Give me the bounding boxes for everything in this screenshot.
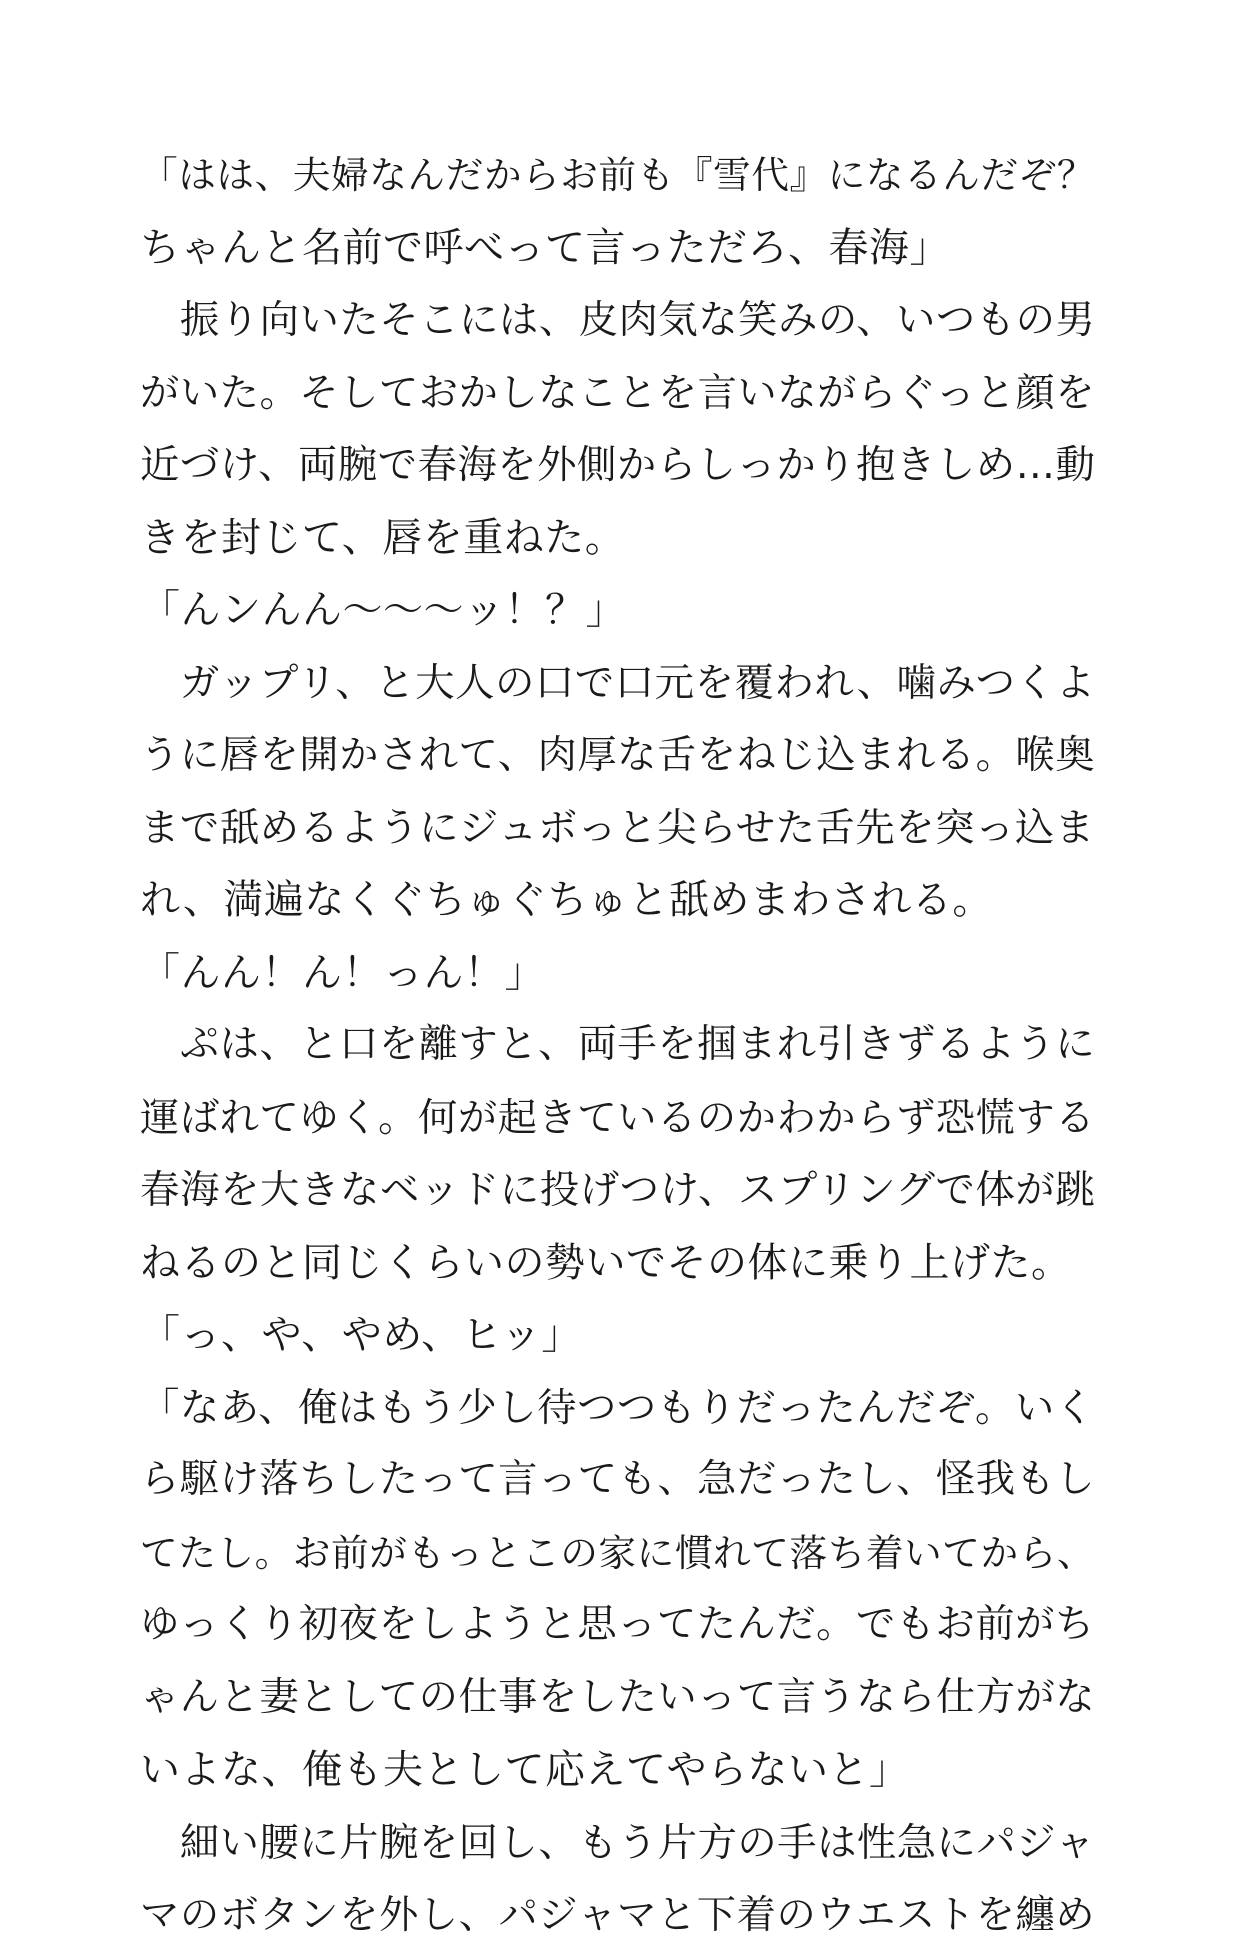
text-line: 「んンんん〜〜〜ッ！？」 xyxy=(140,587,626,633)
text-line: 運ばれてゆく。何が起きているのかわからず恐慌する xyxy=(140,1094,1096,1141)
text-line: 「んん！ん！っん！」 xyxy=(140,949,545,996)
text-line: きを封じて、唇を重ねた。 xyxy=(140,514,626,561)
text-line: てたし。お前がもっとこの家に慣れて落ち着いてから、 xyxy=(140,1530,1096,1575)
text-line: 近づけ、両腕で春海を外側からしっかり抱きしめ…動 xyxy=(140,442,1096,488)
text-line: マのボタンを外し、パジャマと下着のウエストを纏め xyxy=(140,1892,1096,1938)
text-line: ゃんと妻としての仕事をしたいって言うなら仕方がな xyxy=(140,1674,1096,1720)
text-line: がいた。そしておかしなことを言いながらぐっと顔を xyxy=(140,369,1096,416)
text-line: いよな、俺も夫として応えてやらないと」 xyxy=(140,1747,910,1793)
text-line: ねるのと同じくらいの勢いでその体に乗り上げた。 xyxy=(140,1239,1072,1286)
text-line: 「なあ、俺はもう少し待つつもりだったんだぞ。いく xyxy=(140,1384,1095,1431)
text-line: ガップリ、と大人の口で口元を覆われ、噛みつくよ xyxy=(140,659,1096,706)
text-line: まで舐めるようにジュボっと尖らせた舌先を突っ込ま xyxy=(140,804,1095,851)
text-line: うに唇を開かされて、肉厚な舌をねじ込まれる。喉奥 xyxy=(140,732,1096,778)
text-line: 細い腰に片腕を回し、もう片方の手は性急にパジャ xyxy=(140,1819,1096,1866)
text-line: 振り向いたそこには、皮肉気な笑みの、いつもの男 xyxy=(140,297,1096,343)
text-line: ちゃんと名前で呼べって言っただろ、春海」 xyxy=(140,224,950,271)
text-line: ら駆け落ちしたって言っても、急だったし、怪我もし xyxy=(140,1457,1096,1502)
text-line: 春海を大きなベッドに投げつけ、スプリングで体が跳 xyxy=(140,1167,1096,1213)
text-line: れ、満遍なくぐちゅぐちゅと舐めまわされる。 xyxy=(140,877,993,923)
text-line: 「はは、夫婦なんだからお前も『雪代』になるんだぞ？ xyxy=(140,153,1096,197)
text-line: ぷは、と口を離すと、両手を掴まれ引きずるように xyxy=(140,1022,1096,1067)
text-line: ゆっくり初夜をしようと思ってたんだ。でもお前がち xyxy=(140,1602,1095,1647)
document-page xyxy=(140,139,1100,1952)
text-line: 「っ、や、やめ、ヒッ」 xyxy=(140,1312,582,1358)
